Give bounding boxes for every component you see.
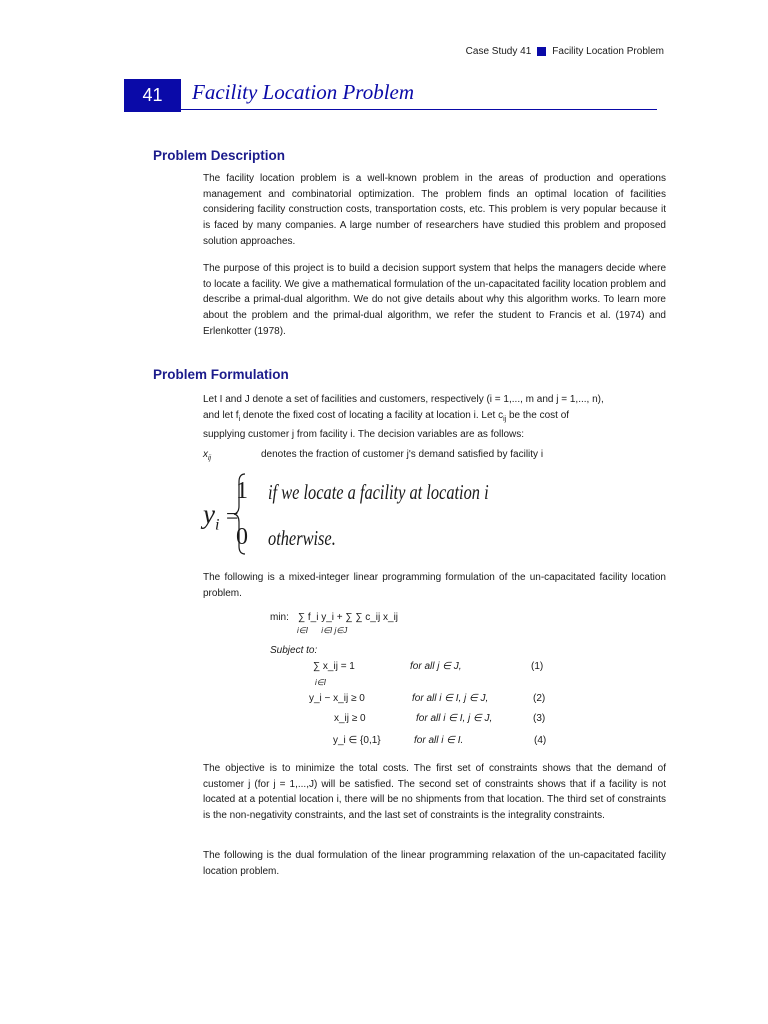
- constraint-2-lhs: y_i − x_ij ≥ 0: [309, 693, 365, 704]
- constraint-3-cond: for all i ∈ I, j ∈ J,: [416, 713, 493, 724]
- chapter-title-rule: [181, 109, 657, 110]
- running-header-left: Case Study 41: [465, 46, 532, 57]
- paragraph-objective-explanation: The objective is to minimize the total costs. The first set of constraints shows that the demand of customer j (for j = 1,...,J) will be satisfied. The second set of constraints shows that if a facility is not located at a potential location i, there will be no shipments from that location. The third set of constraints is the non-negativity constraints, and the last set of constraints is the integrality constraints.: [203, 763, 666, 822]
- case-one-text: if we locate a facility at location i: [268, 480, 489, 504]
- running-header-right: Facility Location Problem: [552, 46, 664, 57]
- running-header: [466, 46, 664, 57]
- xij-symbol: x: [203, 449, 208, 460]
- square-bullet-icon: [537, 47, 546, 56]
- case-one-value: 1: [236, 478, 248, 504]
- let-line-2a: and let f: [203, 409, 239, 421]
- constraint-2-number: (2): [533, 693, 546, 704]
- objective-indices: i∈I i∈I j∈J: [297, 626, 348, 635]
- chapter-number: 41: [142, 85, 163, 105]
- objective-expression: ∑ f_i y_i + ∑ ∑ c_ij x_ij: [298, 612, 399, 623]
- yi-equals: =: [226, 503, 239, 528]
- case-zero-value: 0: [236, 524, 248, 550]
- xij-variable: [203, 449, 211, 462]
- constraint-4-lhs: y_i ∈ {0,1}: [333, 735, 381, 746]
- case-zero-text: otherwise.: [268, 526, 336, 550]
- section-heading-formulation: Problem Formulation: [153, 367, 289, 382]
- constraint-4-number: (4): [534, 735, 547, 746]
- paragraph-dual-intro: The following is the dual formulation of the linear programming relaxation of the un-capacitated facility location problem.: [203, 850, 666, 877]
- paragraph-description-2: The purpose of this project is to build a decision support system that helps the managers decide where to locate a facility. We give a mathematical formulation of the un-capacitated facility location problem and describe a primal-dual algorithm. We do not give details about why this algorithm works. To learn more about the problem and the primal-dual algorithm, we refer the student to Francis et al. (1974) and Erlenkotter (1978).: [203, 263, 666, 337]
- chapter-title: Facility Location Problem: [192, 80, 415, 104]
- constraint-1-number: (1): [531, 661, 544, 672]
- let-line-2c: be the cost of: [506, 409, 570, 421]
- let-line-2-sub: i: [238, 415, 241, 423]
- subject-to-label: Subject to:: [270, 645, 318, 656]
- constraint-1-index: i∈I: [315, 678, 326, 687]
- paragraph-description-1: The facility location problem is a well-known problem in the areas of production and operations management and combinatorial optimization. The problem finds an optimal location of facilities considering facility construction costs, transportation costs, etc. This problem is very popular because it is faced by many companies. A large number of researchers have studied this problem and proposed solution approaches.: [203, 173, 666, 247]
- yi-symbol: [203, 499, 219, 534]
- xij-description: denotes the fraction of customer j's demand satisfied by facility i: [261, 449, 544, 460]
- section-heading-description: Problem Description: [153, 148, 286, 163]
- let-line-1: Let I and J denote a set of facilities and customers, respectively (i = 1,..., m and j = 1,..., n),: [203, 394, 604, 405]
- constraint-4-cond: for all i ∈ I.: [414, 735, 464, 746]
- chapter-number-box: [124, 79, 181, 112]
- constraint-1-lhs: ∑ x_ij = 1: [313, 661, 355, 672]
- xij-subscript: ij: [208, 455, 212, 462]
- constraint-3-lhs: x_ij ≥ 0: [334, 713, 366, 724]
- yi-definition: [203, 472, 489, 557]
- let-line-2-sub2: ij: [503, 415, 507, 423]
- objective-label: min:: [270, 612, 289, 623]
- constraint-1-cond: for all j ∈ J,: [410, 661, 462, 672]
- yi-var: y: [203, 499, 215, 529]
- constraint-3-number: (3): [533, 713, 546, 724]
- yi-sub: i: [214, 516, 220, 534]
- constraint-2-cond: for all i ∈ I, j ∈ J,: [412, 693, 489, 704]
- let-line-3: supplying customer j from facility i. The decision variables are as follows:: [203, 429, 525, 441]
- paragraph-let-definitions: [203, 392, 666, 443]
- paragraph-milp-intro: The following is a mixed-integer linear programming formulation of the un-capacitated facility location problem.: [203, 572, 666, 599]
- let-line-2b: denote the fixed cost of locating a facility at location i. Let c: [240, 409, 504, 421]
